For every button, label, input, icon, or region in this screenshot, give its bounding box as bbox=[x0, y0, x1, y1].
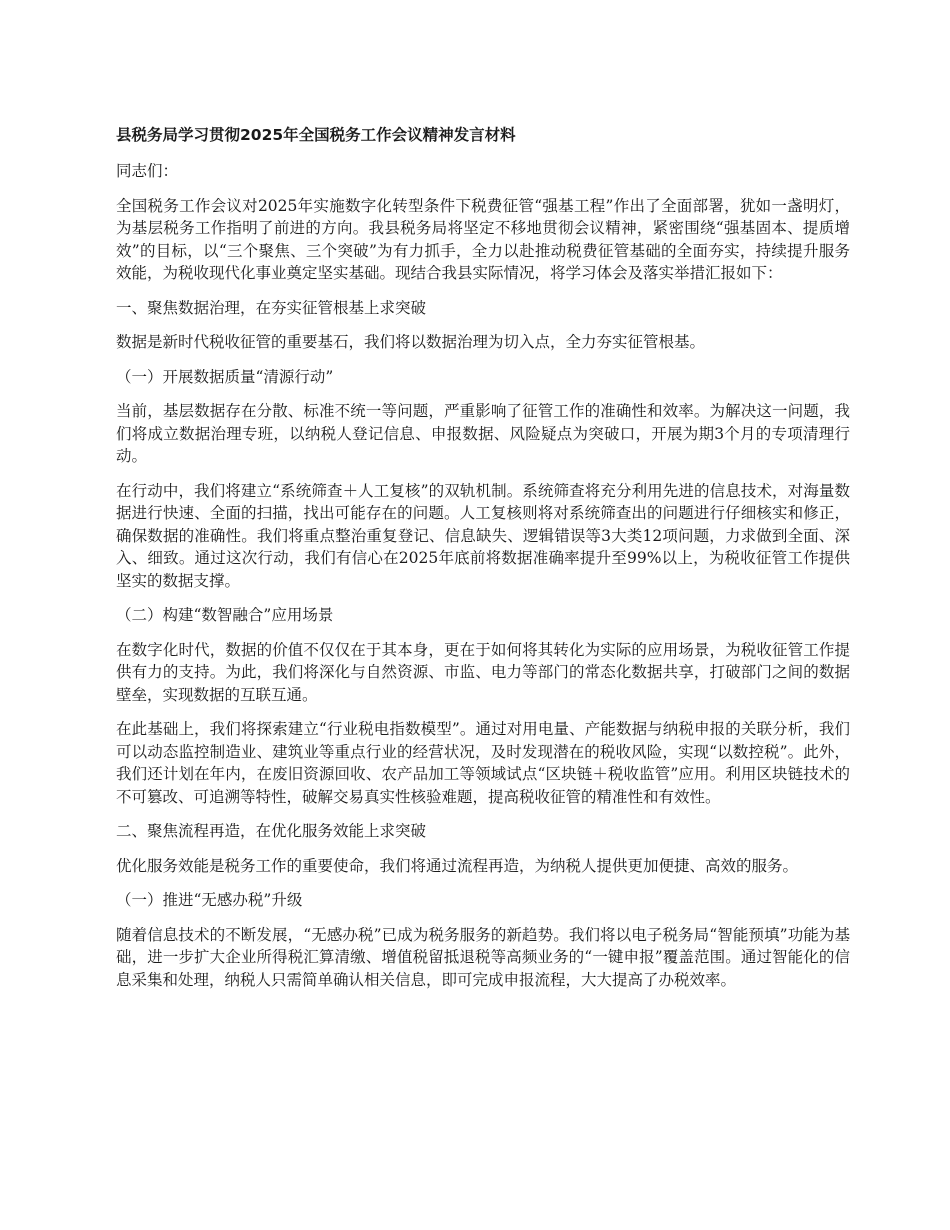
body-paragraph: 当前，基层数据存在分散、标准不统一等问题，严重影响了征管工作的准确性和效率。为解决这一问题，我们将成立数据治理专班，以纳税人登记信息、申报数据、风险疑点为突破口，开展为期3个月的专项清理行动。 bbox=[116, 402, 850, 465]
section-2-intro: 优化服务效能是税务工作的重要使命，我们将通过流程再造，为纳税人提供更加便捷、高效的服务。 bbox=[116, 856, 799, 875]
subsection-heading-1-2: （二）构建“数智融合”应用场景 bbox=[116, 606, 334, 624]
body-paragraph: 在行动中，我们将建立“系统筛查＋人工复核”的双轨机制。系统筛查将充分利用先进的信息技术，对海量数据进行快速、全面的扫描，找出可能存在的问题。人工复核则将对系统筛查出的问题进行仔细核实和修正，确保数据的准确性。我们将重点整治重复登记、信息缺失、逻辑错误等3大类12项问题，力求做到全面、深入、细致。通过这次行动，我们有信心在2025年底前将数据准确率提升至99%以上，为税收征管工作提供坚实的数据支撑。 bbox=[116, 481, 850, 590]
document-title: 县税务局学习贯彻2025年全国税务工作会议精神发言材料 bbox=[116, 126, 516, 144]
greeting: 同志们： bbox=[116, 162, 179, 180]
body-paragraph: 在此基础上，我们将探索建立“行业税电指数模型”。通过对用电量、产能数据与纳税申报的关联分析，我们可以动态监控制造业、建筑业等重点行业的经营状况，及时发现潜在的税收风险，实现“以数控税”。此外，我们还计划在年内，在废旧资源回收、农产品加工等领域试点“区块链＋税收监管”应用。利用区块链技术的不可篡改、可追溯等特性，破解交易真实性核验难题，提高税收征管的精准性和有效性。 bbox=[116, 720, 850, 806]
section-heading-2: 二、聚焦流程再造，在优化服务效能上求突破 bbox=[116, 822, 427, 840]
body-paragraph: 在数字化时代，数据的价值不仅仅在于其本身，更在于如何将其转化为实际的应用场景，为税收征管工作提供有力的支持。为此，我们将深化与自然资源、市监、电力等部门的常态化数据共享，打破部门之间的数据壁垒，实现数据的互联互通。 bbox=[116, 640, 850, 704]
body-paragraph: 随着信息技术的不断发展，“无感办税”已成为税务服务的新趋势。我们将以电子税务局“智能预填”功能为基础，进一步扩大企业所得税汇算清缴、增值税留抵退税等高频业务的“一键申报”覆盖范围。通过智能化的信息采集和处理，纳税人只需简单确认相关信息，即可完成申报流程，大大提高了办税效率。 bbox=[116, 925, 850, 989]
section-1-intro: 数据是新时代税收征管的重要基石，我们将以数据治理为切入点，全力夯实征管根基。 bbox=[116, 333, 706, 351]
subsection-heading-2-1: （一）推进“无感办税”升级 bbox=[116, 891, 303, 909]
section-heading-1: 一、聚焦数据治理，在夯实征管根基上求突破 bbox=[116, 298, 427, 317]
intro-paragraph: 全国税务工作会议对2025年实施数字化转型条件下税费征管“强基工程”作出了全面部署，犹如一盏明灯，为基层税务工作指明了前进的方向。我县税务局将坚定不移地贯彻会议精神，紧密围绕“强基固本、提质增效”的目标，以“三个聚焦、三个突破”为有力抓手，全力以赴推动税费征管基础的全面夯实，持续提升服务效能，为税收现代化事业奠定坚实基础。现结合我县实际情况，将学习体会及落实举措汇报如下： bbox=[116, 196, 850, 282]
document-body bbox=[116, 160, 850, 991]
subsection-heading-1-1: （一）开展数据质量“清源行动” bbox=[116, 367, 334, 386]
document-page bbox=[116, 124, 850, 1003]
